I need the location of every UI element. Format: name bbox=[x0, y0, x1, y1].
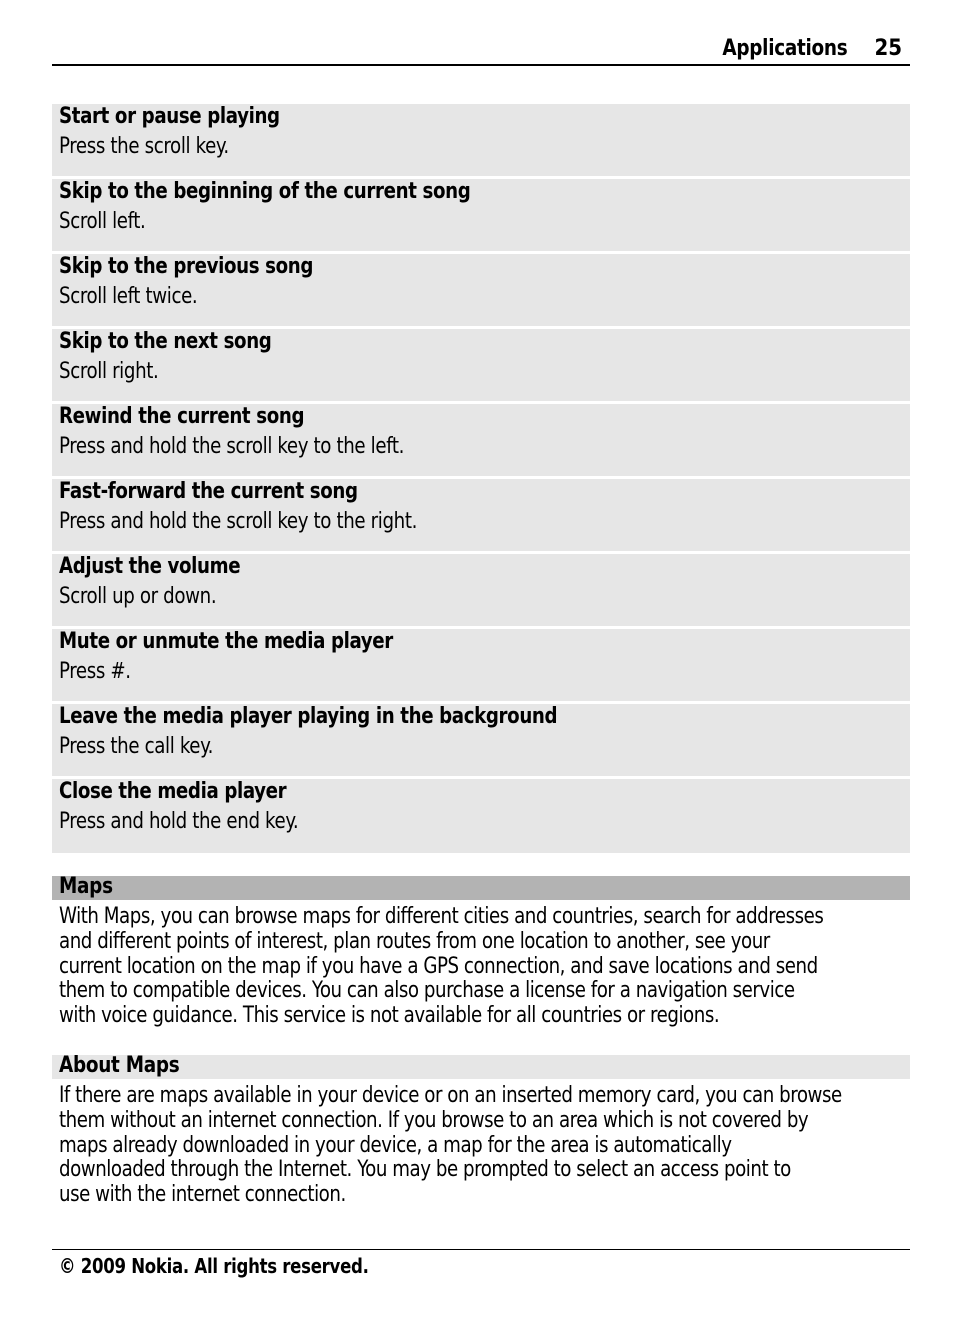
paragraph-line: If there are maps available in your device or on an inserted memory card, you can browse bbox=[59, 1083, 842, 1108]
copyright-text: © 2009 Nokia. All rights reserved. bbox=[59, 1254, 369, 1278]
table-row bbox=[52, 629, 910, 701]
paragraph-line: them without an internet connection. If you browse to an area which is not covered by bbox=[59, 1107, 809, 1133]
action-title: Skip to the previous song bbox=[59, 254, 314, 279]
action-description: Scroll right. bbox=[59, 359, 159, 384]
paragraph-line: and different points of interest, plan routes from one location to another, see your bbox=[59, 928, 770, 954]
page-header bbox=[52, 34, 910, 66]
paragraph-line: downloaded through the Internet. You may be prompted to select an access point to bbox=[59, 1157, 791, 1183]
section-heading-text: Maps bbox=[59, 874, 113, 899]
paragraph-line: maps already downloaded in your device, a map for the area is automatically bbox=[59, 1132, 732, 1158]
table-row bbox=[52, 479, 910, 551]
about-maps-paragraph bbox=[59, 1084, 905, 1208]
table-row bbox=[52, 704, 910, 776]
page-footer bbox=[52, 1249, 910, 1278]
table-row bbox=[52, 254, 910, 326]
action-title: Leave the media player playing in the background bbox=[59, 704, 558, 729]
action-title: Rewind the current song bbox=[59, 404, 305, 429]
table-row bbox=[52, 779, 910, 853]
action-title: Close the media player bbox=[59, 779, 287, 804]
action-description: Press #. bbox=[59, 659, 131, 684]
action-title: Skip to the beginning of the current song bbox=[59, 179, 471, 204]
action-description: Scroll left. bbox=[59, 209, 146, 234]
action-description: Press and hold the scroll key to the right. bbox=[59, 509, 418, 534]
action-description: Press and hold the scroll key to the left. bbox=[59, 434, 405, 459]
action-title: Adjust the volume bbox=[59, 554, 241, 579]
action-title: Start or pause playing bbox=[59, 104, 280, 129]
paragraph-line: with voice guidance. This service is not available for all countries or regions. bbox=[59, 1003, 720, 1029]
table-row bbox=[52, 554, 910, 626]
action-description: Scroll up or down. bbox=[59, 584, 217, 609]
paragraph-line: use with the internet connection. bbox=[59, 1182, 346, 1208]
action-title: Fast-forward the current song bbox=[59, 479, 358, 504]
action-description: Press and hold the end key. bbox=[59, 809, 299, 834]
section-heading-text: About Maps bbox=[59, 1053, 180, 1078]
about-maps-heading bbox=[52, 1055, 910, 1079]
paragraph-line: current location on the map if you have a GPS connection, and save locations and send bbox=[59, 953, 818, 979]
action-description: Scroll left twice. bbox=[59, 284, 198, 309]
maps-section-heading bbox=[52, 876, 910, 900]
table-row bbox=[52, 179, 910, 251]
paragraph-line: With Maps, you can browse maps for different cities and countries, search for addresses bbox=[59, 904, 824, 929]
action-description: Press the scroll key. bbox=[59, 134, 229, 159]
action-title: Mute or unmute the media player bbox=[59, 629, 393, 654]
table-row bbox=[52, 329, 910, 401]
table-row bbox=[52, 104, 910, 176]
section-title: Applications bbox=[721, 36, 847, 61]
paragraph-line: them to compatible devices. You can also purchase a license for a navigation service bbox=[59, 978, 795, 1004]
page-number: 25 bbox=[874, 36, 902, 61]
table-row bbox=[52, 404, 910, 476]
maps-paragraph bbox=[59, 905, 905, 1029]
action-title: Skip to the next song bbox=[59, 329, 272, 354]
media-player-actions-table bbox=[52, 104, 910, 853]
action-description: Press the call key. bbox=[59, 734, 214, 759]
